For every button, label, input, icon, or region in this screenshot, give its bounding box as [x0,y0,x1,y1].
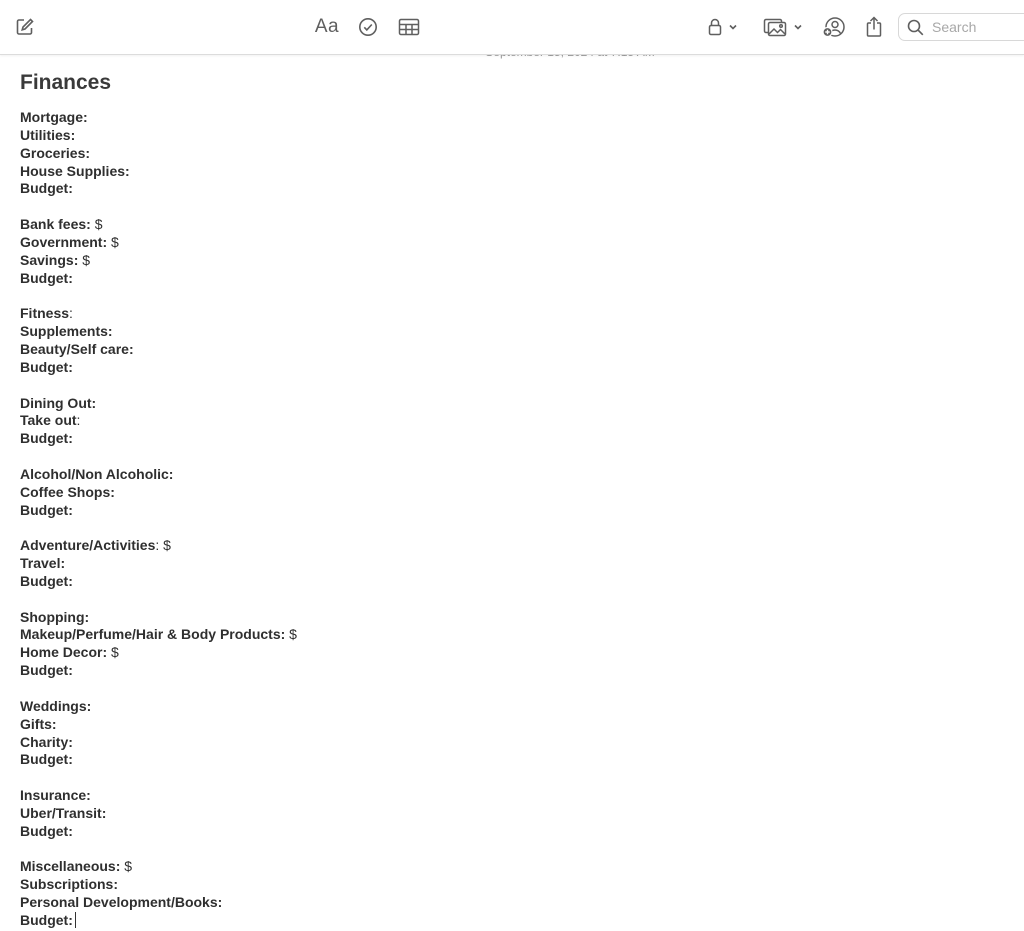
line-label: Gifts: [20,715,57,732]
line-value: : [76,412,81,429]
line-label: Alcohol/Non Alcoholic: [20,465,174,482]
note-line [20,573,920,591]
note-line [20,858,920,876]
line-label: Government: [20,233,108,250]
line-label: Budget: [20,911,73,928]
table-icon [398,18,420,36]
line-label: Supplements: [20,323,113,340]
note-line [20,626,920,644]
line-label: Personal Development/Books: [20,894,223,911]
note-line [20,537,920,555]
line-label: Budget: [20,269,73,286]
note-line [20,341,920,359]
format-button[interactable] [313,12,341,42]
collaborate-icon [822,16,846,38]
note-line [20,805,920,823]
blank-line [20,448,920,466]
note-line [20,716,920,734]
note-line [20,698,920,716]
share-icon [865,16,883,38]
note-line [20,145,920,163]
blank-line [20,198,920,216]
line-value: : [69,305,73,322]
line-label: Budget: [20,822,73,839]
blank-line [20,287,920,305]
note-line [20,270,920,288]
note-line [20,466,920,484]
line-label: Fitness [20,305,70,322]
photo-icon [763,17,789,37]
line-label: Budget: [20,751,73,768]
blank-line [20,769,920,787]
line-label: Shopping: [20,608,90,625]
media-button[interactable] [762,12,804,42]
line-label: Take out [20,412,77,429]
line-label: Groceries: [20,144,91,161]
note-line [20,894,920,912]
line-label: Insurance: [20,787,91,804]
lock-icon [707,17,723,37]
checklist-button[interactable] [357,12,379,42]
table-button[interactable] [397,12,421,42]
note-line [20,216,920,234]
line-value: $ [120,858,133,875]
line-label: Travel: [20,555,66,572]
search-input[interactable] [930,18,1024,36]
line-label: Charity: [20,733,73,750]
chevron-down-icon [793,22,803,32]
line-label: Budget: [20,662,73,679]
note-line [20,234,920,252]
blank-line [20,680,920,698]
note-line [20,734,920,752]
blank-line [20,591,920,609]
line-label: Budget: [20,572,73,589]
blank-line [20,841,920,859]
note-line [20,180,920,198]
note-line [20,502,920,520]
line-label: Uber/Transit: [20,804,107,821]
note-line [20,609,920,627]
compose-icon [15,17,35,37]
toolbar [0,0,1024,55]
line-label: Budget: [20,430,73,447]
note-line [20,823,920,841]
note-line [20,912,920,930]
note-line [20,412,920,430]
note-line [20,644,920,662]
note-line [20,555,920,573]
note-line [20,359,920,377]
checkmark-circle-icon [358,17,378,37]
note-title: Finances [20,71,112,94]
line-label: Miscellaneous: [20,858,121,875]
note-line [20,876,920,894]
line-value: $ [107,233,119,250]
line-label: Mortgage: [20,109,88,125]
note-line [20,484,920,502]
note-line [20,662,920,680]
chevron-down-icon [728,22,738,32]
share-button[interactable] [864,12,884,42]
note-line [20,109,920,127]
note-line [20,395,920,413]
line-label: Budget: [20,180,73,197]
new-note-button[interactable] [14,12,36,42]
search-field[interactable] [898,13,1024,41]
collaborate-button[interactable] [822,12,846,42]
line-label: Subscriptions: [20,876,119,893]
note-line [20,323,920,341]
note-line [20,127,920,145]
line-label: Makeup/Perfume/Hair & Body Products: [20,626,286,643]
note-line [20,787,920,805]
search-icon [907,19,924,36]
line-value: : $ [155,537,171,554]
text-cursor [75,912,76,928]
blank-line [20,377,920,395]
line-value: $ [90,216,103,233]
line-label: Home Decor: [20,644,108,661]
note-content [20,109,920,930]
line-label: Coffee Shops: [20,483,115,500]
note-line [20,163,920,181]
line-label: Utilities: [20,126,76,143]
blank-line [20,519,920,537]
note-line [20,751,920,769]
line-value: $ [107,644,119,661]
line-label: Adventure/Activities [20,537,156,554]
note-line [20,305,920,323]
format-label: Aa [314,16,340,37]
line-value: $ [78,251,91,268]
line-label: Weddings: [20,697,92,714]
note-line [20,252,920,270]
line-label: Savings: [20,251,79,268]
line-label: Dining Out: [20,394,97,411]
line-label: Beauty/Self care: [20,340,134,357]
note-body[interactable] [20,70,920,930]
line-label: Budget: [20,501,73,518]
line-label: House Supplies: [20,162,130,179]
line-label: Budget: [20,358,73,375]
line-value: $ [285,626,297,643]
line-label: Bank fees: [20,216,91,233]
lock-note-button[interactable] [704,12,740,42]
note-line [20,430,920,448]
